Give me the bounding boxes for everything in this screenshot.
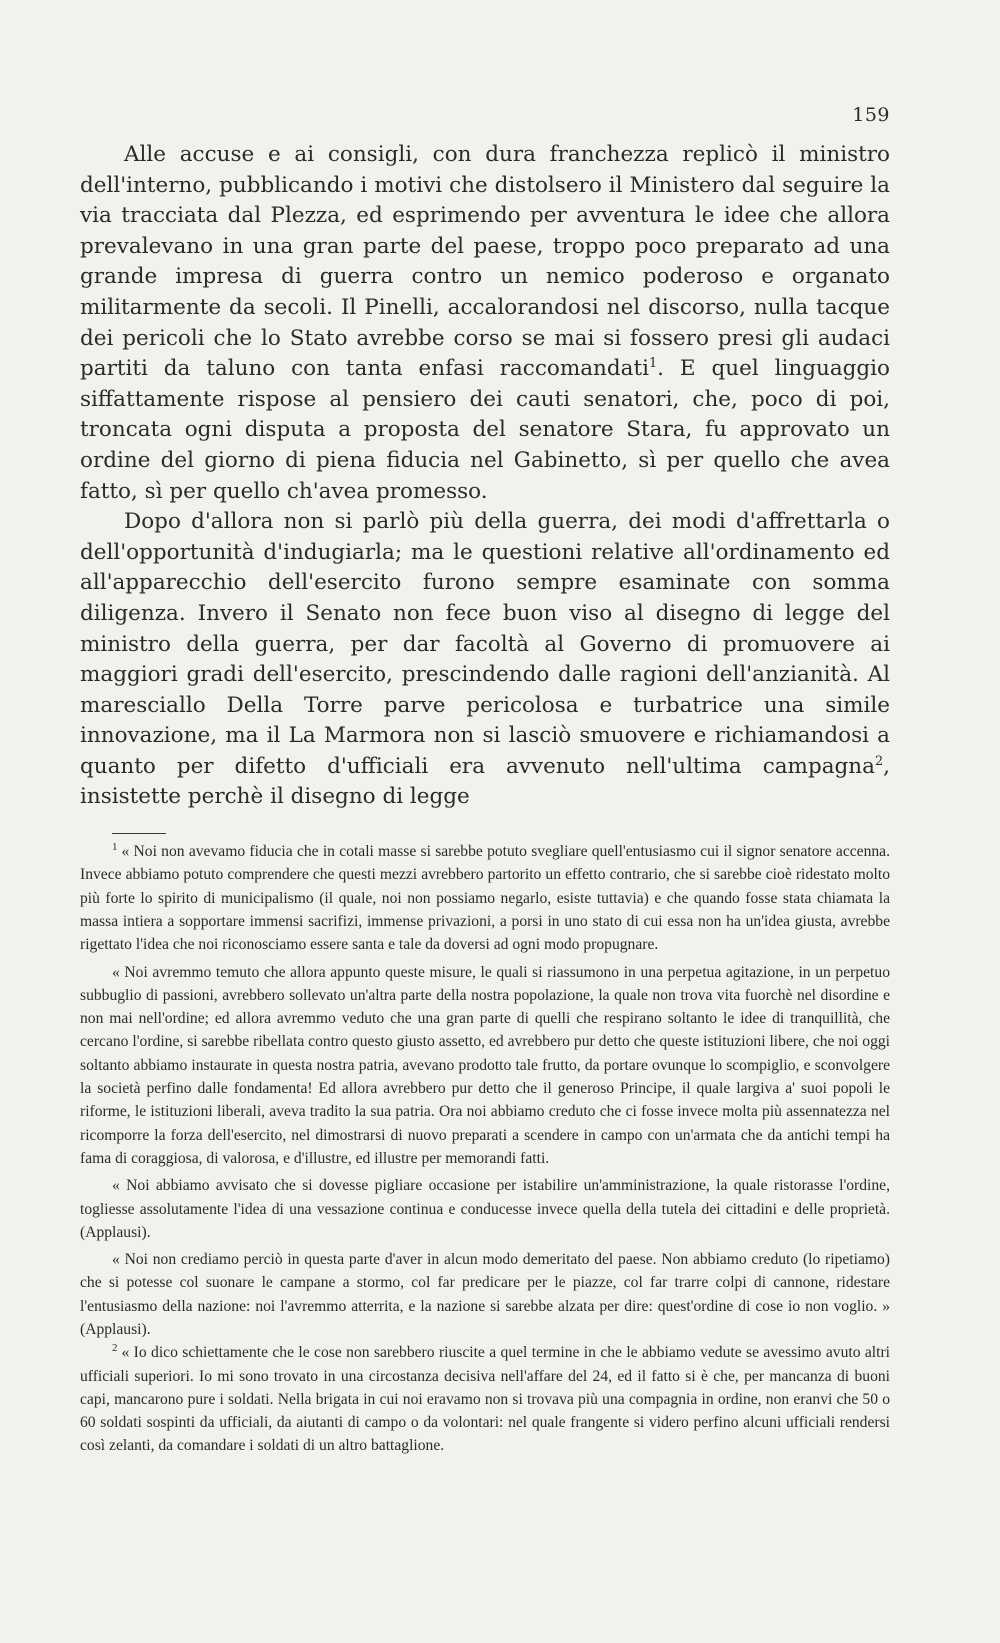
footnote-1-marker: 1 [112, 840, 118, 853]
footnote-1-para-1-text: « Noi non avevamo fiducia che in cotali masse si sarebbe potuto svegliare quell'entusiasmo cui il signor senatore accenna. Invece abbiamo potuto comprendere che questi mezzi avrebbero partorito un effetto contrario, che si sarebbe cioè ridestato molto più forte lo spirito di municipalismo (il quale, noi non possiamo negarlo, esiste tuttavia) e che quando fosse stata chiamata la massa intiera a sopportare immensi sacrifizi, immense privazioni, a porsi in uno stato di cui essa non ha un'idea giusta, avrebbe rigettato l'idea che noi riconosciamo essere santa e tale da doversi ad ogni modo propugnare. [80, 843, 890, 954]
body-paragraph-1-text: Alle accuse e ai consigli, con dura franchezza replicò il ministro dell'interno, pubblicando i motivi che distolsero il Ministero dal seguire la via tracciata dal Plezza, ed esprimendo per avventura le idee che allora prevalevano in una gran parte del paese, troppo poco preparato ad una grande impresa di guerra contro un nemico poderoso e organato militarmente da secoli. Il Pinelli, accalorandosi nel discorso, nulla tacque dei pericoli che lo Stato avrebbe corso se mai si fossero presi gli audaci partiti da taluno con tanta enfasi raccomandati [80, 142, 890, 382]
footnote-ref-2: 2 [874, 753, 884, 769]
footnotes [80, 840, 890, 1458]
footnote-1-para-2: « Noi avremmo temuto che allora appunto queste misure, le quali si riassumono in una perpetua agitazione, in un perpetuo subbuglio di passioni, avrebbero sollevato un'altra parte della nostra popolazione, la quale non trova vita fuorchè nel disordine e non mai nell'ordine; ed allora avremmo veduto che una gran parte di quelli che respirano soltanto le idee di tranquillità, che cercano l'ordine, si sarebbe ribellata contro questo giusto assetto, ed avrebbero pur detto che queste istituzioni libere, che noi oggi soltanto abbiamo instaurate in questa nostra patria, avevano prodotto tale frutto, da portare ovunque lo scompiglio, e sconvolgere la società perfino dalle fondamenta! Ed allora avrebbero pur detto che il generoso Principe, il quale largiva a' suoi popoli le riforme, le istituzioni liberali, aveva tradito la sua patria. Ora noi abbiamo creduto che ci fosse invece molta più assennatezza nel ricomporre la forza dell'esercito, nel dimostrarsi di nuovo preparati a scendere in campo con un'armata che da antichi tempi ha fama di coraggiosa, di valorosa, e d'illustre, ed illustre per memorandi fatti. [80, 963, 890, 1167]
footnote-1-para-4: « Noi non crediamo perciò in questa parte d'aver in alcun modo demeritato del paese. Non abbiamo creduto (lo ripetiamo) che si potesse col suonare le campane a stormo, col far predicare per le piazze, col far trarre colpi di cannone, ridestare l'entusiasmo della nazione: noi l'avremmo atterrita, e la nazione si sarebbe alzata per dire: quest'ordine di cose io non voglio. » (Applausi). [80, 1251, 890, 1338]
footnote-2-para-1 [80, 1341, 890, 1457]
body-paragraph-2 [80, 507, 890, 813]
footnote-2-marker: 2 [112, 1342, 118, 1355]
body-text [80, 140, 890, 813]
footnote-divider [112, 833, 166, 834]
page [80, 96, 890, 1458]
body-paragraph-1-cont: . E quel linguaggio siffattamente rispose al pensiero dei cauti senatori, che, poco di poi, troncata ogni disputa a proposta del senatore Stara, fu approvato un ordine del giorno di piena fiducia nel Gabinetto, sì per quello che avea fatto, sì per quello ch'avea promesso. [80, 356, 890, 504]
page-number: 159 [852, 104, 890, 126]
footnote-1-para-3: « Noi abbiamo avvisato che si dovesse pigliare occasione per istabilire un'amministrazione, la quale ristorasse l'ordine, togliesse assolutamente l'idea di una vessazione continua e conducesse invece quella della tutela dei cittadini e delle proprietà. (Applausi). [80, 1177, 890, 1241]
footnote-ref-1: 1 [648, 356, 658, 371]
body-paragraph-2-text: Dopo d'allora non si parlò più della guerra, dei modi d'affrettarla o dell'opportunità d'indugiarla; ma le questioni relative all'ordinamento ed all'apparecchio dell'esercito furono sempre esaminate con somma diligenza. Invero il Senato non fece buon viso al disegno di legge del ministro della guerra, per dar facoltà al Governo di promuovere ai maggiori gradi dell'esercito, prescindendo dalle ragioni dell'anzianità. Al maresciallo Della Torre parve pericolosa e turbatrice una simile innovazione, ma il La Marmora non si lasciò smuovere e richiamandosi a quanto per difetto d'ufficiali era avvenuto nell'ultima campagna [80, 509, 890, 779]
body-paragraph-1 [80, 140, 890, 507]
footnote-2-para-1-text: « Io dico schiettamente che le cose non sarebbero riuscite a quel termine in che le abbiamo vedute se avessimo avuto altri ufficiali superiori. Io mi sono trovato in una circostanza decisiva nell'affare del 24, ed il fatto si è che, per mancanza di buoni capi, mancarono pure i soldati. Nella brigata in cui noi eravamo non si trovava più una compagnia in ordine, non eranvi che 50 o 60 soldati sospinti da ufficiali, da aiutanti di campo o da volontari: nel quale frangente si videro perfino alcuni ufficiali rendersi così zelanti, da comandare i soldati di un altro battaglione. [80, 1344, 890, 1455]
body-paragraph-2-cont: , insistette perchè il disegno di legge [80, 753, 890, 810]
footnote-1-para-1 [80, 840, 890, 956]
